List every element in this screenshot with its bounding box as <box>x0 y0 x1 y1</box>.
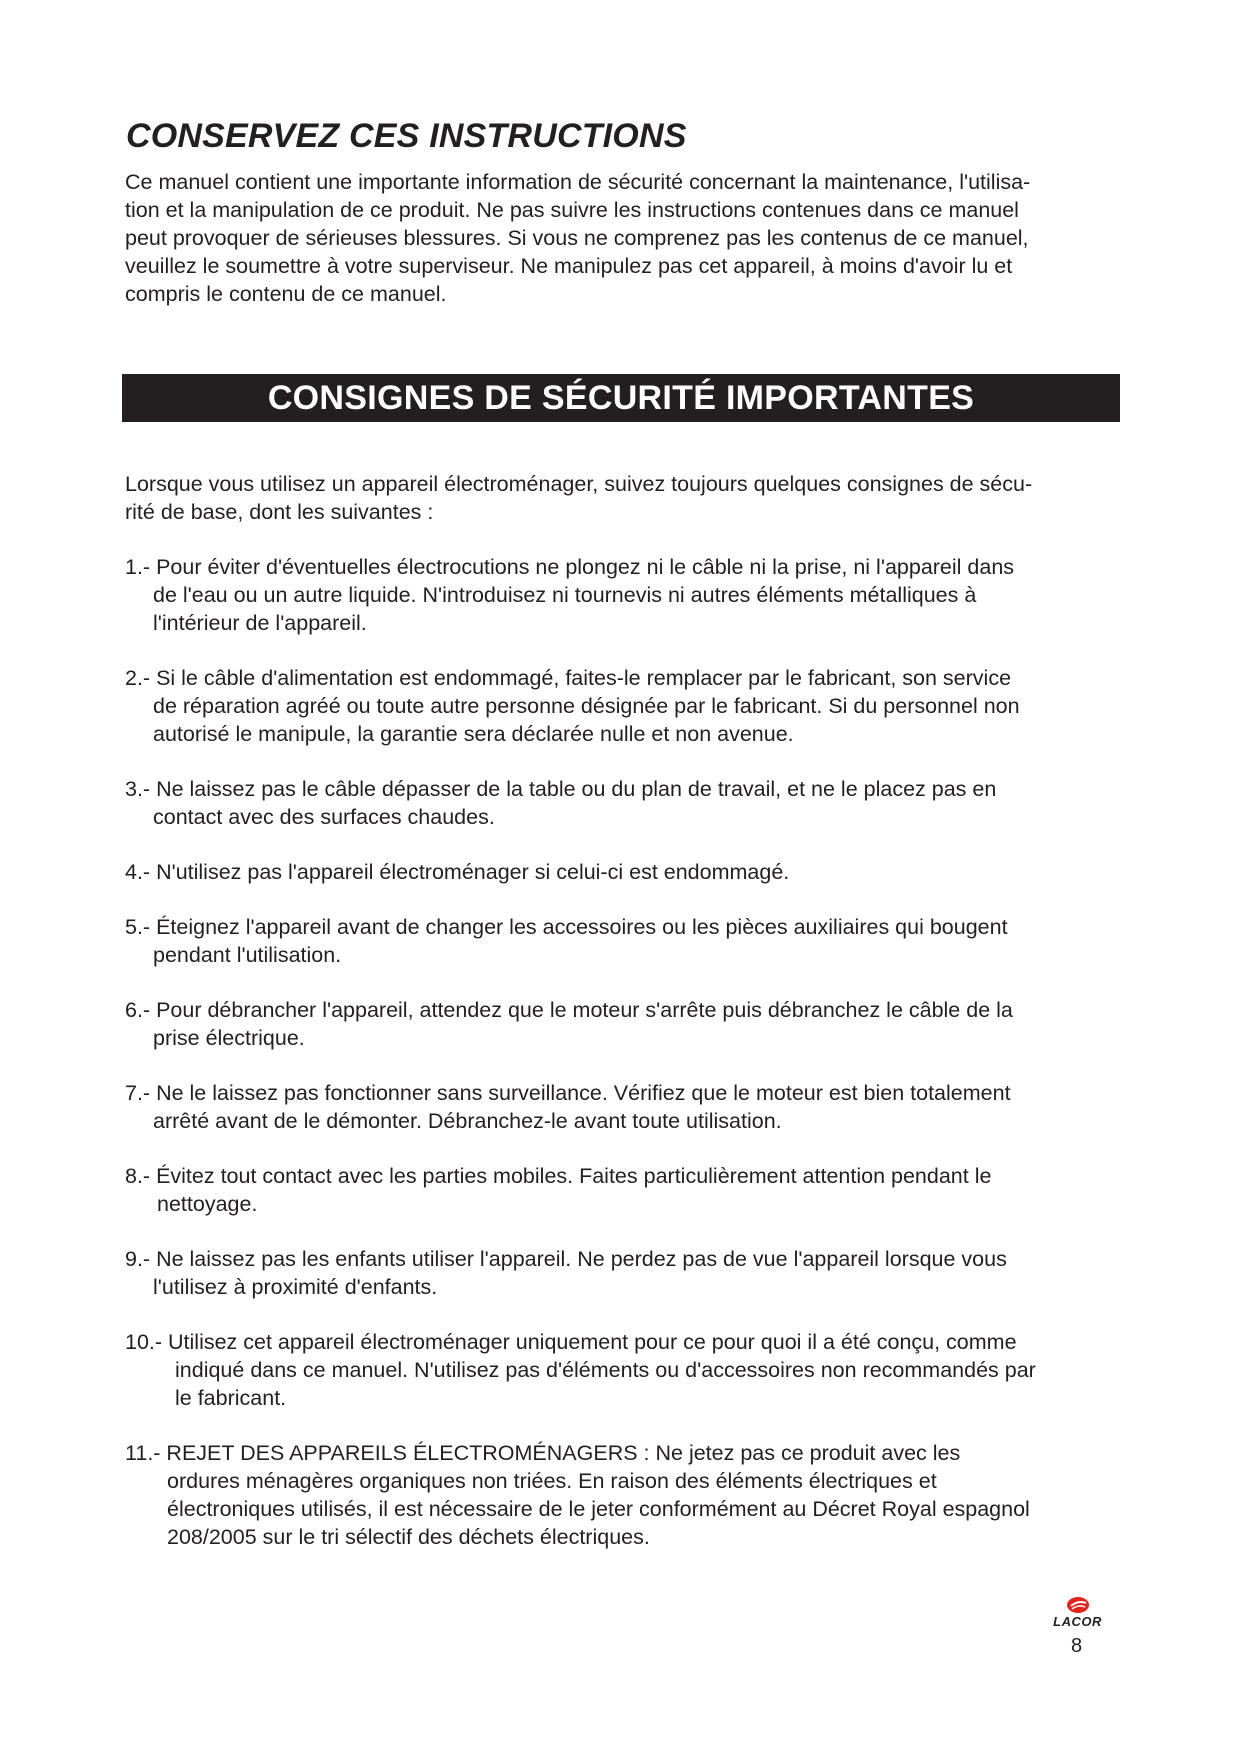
item-line: de l'eau ou un autre liquide. N'introduisez ni tournevis ni autres éléments métalliques à <box>153 583 977 607</box>
item-line: 9.- Ne laissez pas les enfants utiliser l'appareil. Ne perdez pas de vue l'appareil lorsque vous <box>125 1247 1007 1271</box>
safety-item-7 <box>125 1079 1125 1135</box>
item-line: autorisé le manipule, la garantie sera déclarée nulle et non avenue. <box>153 722 794 746</box>
item-line: 8.- Évitez tout contact avec les parties mobiles. Faites particulièrement attention pendant le <box>125 1164 992 1188</box>
section-banner: CONSIGNES DE SÉCURITÉ IMPORTANTES <box>122 374 1120 422</box>
item-line: ordures ménagères organiques non triées. En raison des éléments électriques et <box>167 1469 937 1493</box>
intro-line: peut provoquer de sérieuses blessures. Si vous ne comprenez pas les contenus de ce manuel, <box>125 226 1029 250</box>
lead-line: rité de base, dont les suivantes : <box>125 500 434 524</box>
item-line: 10.- Utilisez cet appareil électroménager uniquement pour ce pour quoi il a été conçu, comme <box>125 1330 1017 1354</box>
safety-item-5 <box>125 913 1125 969</box>
intro-line: Ce manuel contient une importante information de sécurité concernant la maintenance, l'utilisa- <box>125 170 1031 194</box>
item-line: 208/2005 sur le tri sélectif des déchets électriques. <box>167 1525 650 1549</box>
item-line: pendant l'utilisation. <box>153 943 342 967</box>
item-line: 2.- Si le câble d'alimentation est endommagé, faites-le remplacer par le fabricant, son service <box>125 666 1012 690</box>
item-line: prise électrique. <box>153 1026 305 1050</box>
lead-line: Lorsque vous utilisez un appareil électroménager, suivez toujours quelques consignes de sécu- <box>125 472 1033 496</box>
intro-line: veuillez le soumettre à votre superviseur. Ne manipulez pas cet appareil, à moins d'avoir lu et <box>125 254 1013 278</box>
item-line: indiqué dans ce manuel. N'utilisez pas d'éléments ou d'accessoires non recommandés par <box>175 1358 1036 1382</box>
item-line: 3.- Ne laissez pas le câble dépasser de la table ou du plan de travail, et ne le placez pas en <box>125 777 997 801</box>
intro-paragraph <box>125 168 1120 308</box>
intro-line: tion et la manipulation de ce produit. Ne pas suivre les instructions contenues dans ce manuel <box>125 198 1019 222</box>
safety-item-11 <box>125 1439 1125 1551</box>
item-line: l'utilisez à proximité d'enfants. <box>153 1275 438 1299</box>
item-line: arrêté avant de le démonter. Débranchez-le avant toute utilisation. <box>153 1109 782 1133</box>
safety-item-2 <box>125 664 1125 748</box>
item-line: 5.- Éteignez l'appareil avant de changer les accessoires ou les pièces auxiliaires qui bougent <box>125 915 1008 939</box>
item-line: 1.- Pour éviter d'éventuelles électrocutions ne plongez ni le câble ni la prise, ni l'appareil dans <box>125 555 1015 579</box>
item-line: l'intérieur de l'appareil. <box>153 611 367 635</box>
safety-item-9 <box>125 1245 1125 1301</box>
safety-item-1 <box>125 553 1125 637</box>
safety-item-10 <box>125 1328 1125 1412</box>
item-line: 11.- REJET DES APPAREILS ÉLECTROMÉNAGERS : Ne jetez pas ce produit avec les <box>125 1441 961 1465</box>
safety-item-6 <box>125 996 1125 1052</box>
item-line: électroniques utilisés, il est nécessaire de le jeter conformément au Décret Royal espagnol <box>167 1497 1030 1521</box>
item-line: le fabricant. <box>175 1386 287 1410</box>
item-line: contact avec des surfaces chaudes. <box>153 805 495 829</box>
safety-item-3 <box>125 775 1125 831</box>
intro-line: compris le contenu de ce manuel. <box>125 282 447 306</box>
item-line: nettoyage. <box>157 1192 258 1216</box>
safety-item-4 <box>125 858 1125 886</box>
page-title: CONSERVEZ CES INSTRUCTIONS <box>126 117 687 155</box>
brand-logo <box>1040 1596 1115 1632</box>
item-line: 6.- Pour débrancher l'appareil, attendez que le moteur s'arrête puis débranchez le câble de la <box>125 998 1013 1022</box>
item-line: de réparation agréé ou toute autre personne désignée par le fabricant. Si du personnel non <box>153 694 1020 718</box>
brand-name: LACOR <box>1053 1614 1102 1629</box>
lead-paragraph <box>125 470 1120 526</box>
item-line: 7.- Ne le laissez pas fonctionner sans surveillance. Vérifiez que le moteur est bien totalement <box>125 1081 1011 1105</box>
safety-list <box>125 553 1125 1578</box>
brand-mark-icon <box>1040 1596 1115 1616</box>
safety-item-8 <box>125 1162 1125 1218</box>
item-line: 4.- N'utilisez pas l'appareil électroménager si celui-ci est endommagé. <box>125 860 790 884</box>
page-number: 8 <box>1071 1635 1083 1657</box>
